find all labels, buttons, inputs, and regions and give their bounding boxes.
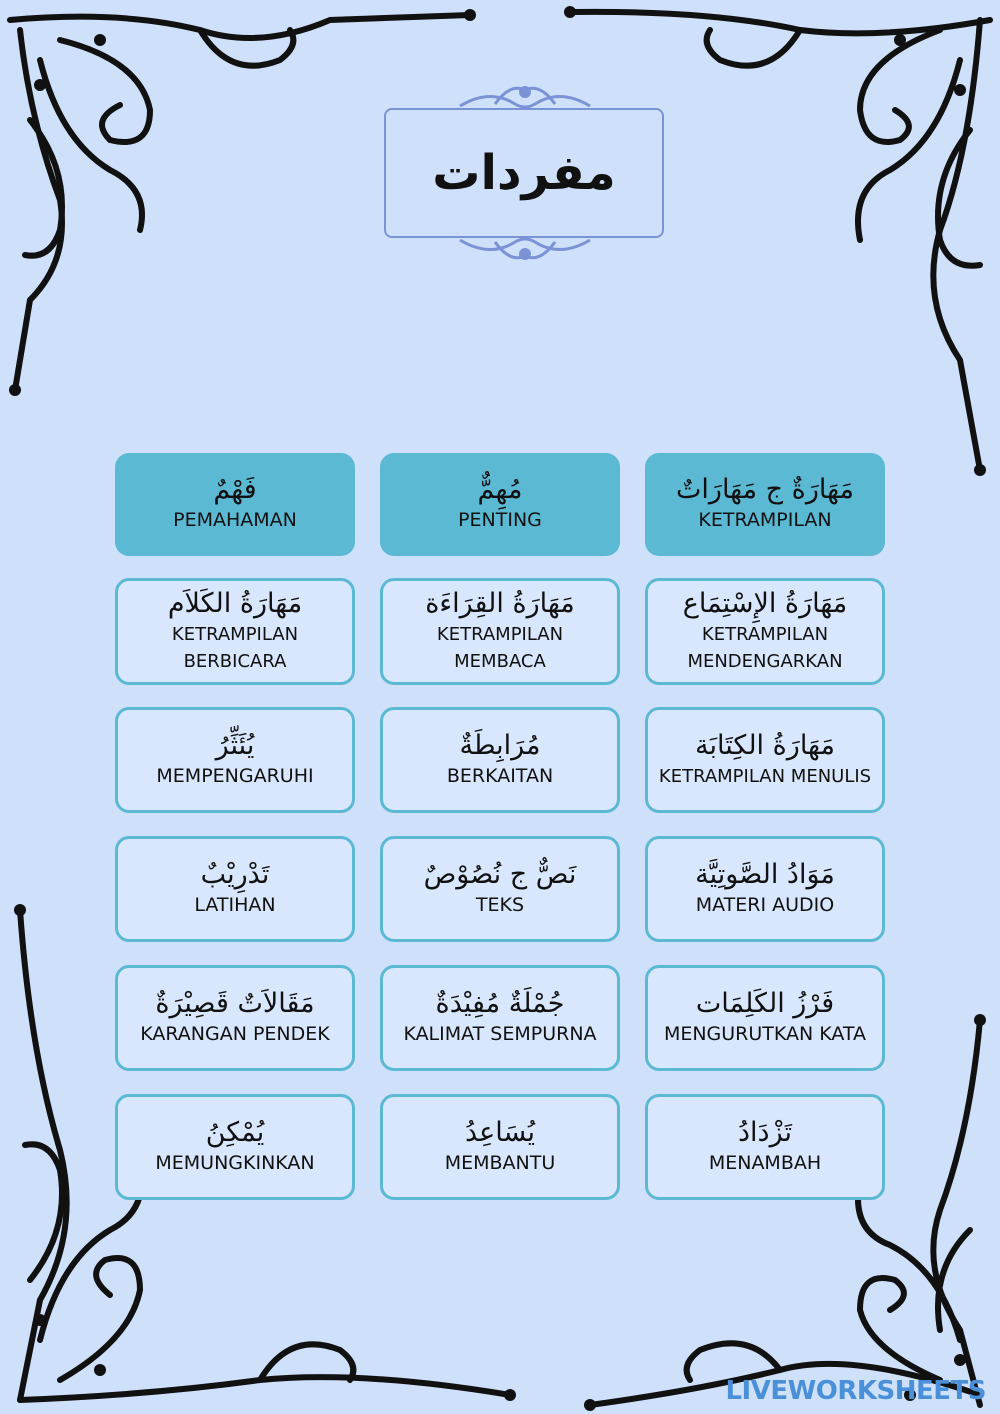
indonesian-meaning: MATERI AUDIO	[695, 893, 835, 916]
watermark: LIVEWORKSHEETS	[725, 1376, 986, 1406]
indonesian-meaning: KETRAMPILAN	[698, 509, 832, 532]
vocab-card	[380, 965, 620, 1071]
arabic-word: مَقَالاَتٌ قَصِيْرَةٌ	[155, 987, 315, 1019]
indonesian-meaning: MENGURUTKAN KATA	[663, 1022, 867, 1045]
vocab-card	[645, 707, 885, 813]
indonesian-meaning: MENAMBAH	[708, 1151, 822, 1174]
vocab-card	[645, 1094, 885, 1200]
arabic-word: مَهَارَةُ الإِسْتِمَاع	[682, 588, 848, 620]
vocab-card	[380, 1094, 620, 1200]
vocab-card	[380, 836, 620, 942]
arabic-word: مَهَارَةُ الكِتَابَة	[695, 730, 835, 762]
vocab-card	[380, 578, 620, 685]
arabic-word: نَصٌّ ج نُصُوْصٌ	[423, 858, 577, 890]
indonesian-meaning: PENTING	[458, 509, 542, 532]
page-title: مفردات	[432, 145, 616, 201]
vocab-card	[645, 836, 885, 942]
arabic-word: مَهَارَةُ الكَلاَم	[167, 588, 303, 620]
indonesian-meaning: BERKAITAN	[446, 764, 554, 787]
indonesian-meaning: KARANGAN PENDEK	[140, 1022, 330, 1045]
arabic-word: يُمْكِنُ	[205, 1116, 265, 1148]
header-card	[115, 453, 355, 556]
vocab-card	[645, 578, 885, 685]
indonesian-meaning: PEMAHAMAN	[173, 509, 297, 532]
title-flourish-bottom	[455, 232, 595, 268]
arabic-word: مَهَارَةُ القِرَاءَة	[425, 588, 575, 620]
arabic-word: مُهِمٌّ	[477, 474, 523, 506]
arabic-word: مَهَارَةٌ ج مَهَارَاتٌ	[675, 474, 854, 506]
indonesian-meaning: KETRAMPILAN BERBICARA	[171, 623, 299, 672]
arabic-word: فَرْزُ الكَلِمَات	[695, 987, 835, 1019]
top-right-ornament	[560, 0, 1000, 480]
arabic-word: تَدْرِيْبٌ	[200, 858, 270, 890]
vocab-card	[115, 707, 355, 813]
arabic-word: مُرَابِطَةٌ	[459, 729, 541, 761]
vocab-card	[115, 836, 355, 942]
indonesian-meaning: KETRAMPILAN MENULIS	[658, 765, 872, 787]
arabic-word: يُئَثِّرُ	[215, 729, 255, 761]
indonesian-meaning: KETRAMPILAN MEMBACA	[436, 623, 564, 672]
vocab-card	[115, 965, 355, 1071]
arabic-word: جُمْلَةٌ مُفِيْدَةٌ	[435, 987, 565, 1019]
title-frame	[384, 108, 664, 238]
vocab-card	[380, 707, 620, 813]
indonesian-meaning: TEKS	[475, 893, 525, 916]
arabic-word: مَوَادُ الصَّوتِيَّة	[695, 858, 835, 890]
indonesian-meaning: KALIMAT SEMPURNA	[403, 1022, 597, 1045]
indonesian-meaning: KETRAMPILAN MENDENGARKAN	[687, 623, 843, 672]
vocab-card	[115, 1094, 355, 1200]
indonesian-meaning: LATIHAN	[194, 893, 276, 916]
arabic-word: فَهْمٌ	[213, 474, 257, 506]
indonesian-meaning: MEMPENGARUHI	[156, 764, 314, 787]
vocab-card	[645, 965, 885, 1071]
header-card	[380, 453, 620, 556]
arabic-word: تَزْدَادُ	[738, 1116, 792, 1148]
header-card	[645, 453, 885, 556]
arabic-word: يُسَاعِدُ	[464, 1116, 536, 1148]
indonesian-meaning: MEMUNGKINKAN	[155, 1151, 315, 1174]
indonesian-meaning: MEMBANTU	[444, 1151, 556, 1174]
vocab-card	[115, 578, 355, 685]
